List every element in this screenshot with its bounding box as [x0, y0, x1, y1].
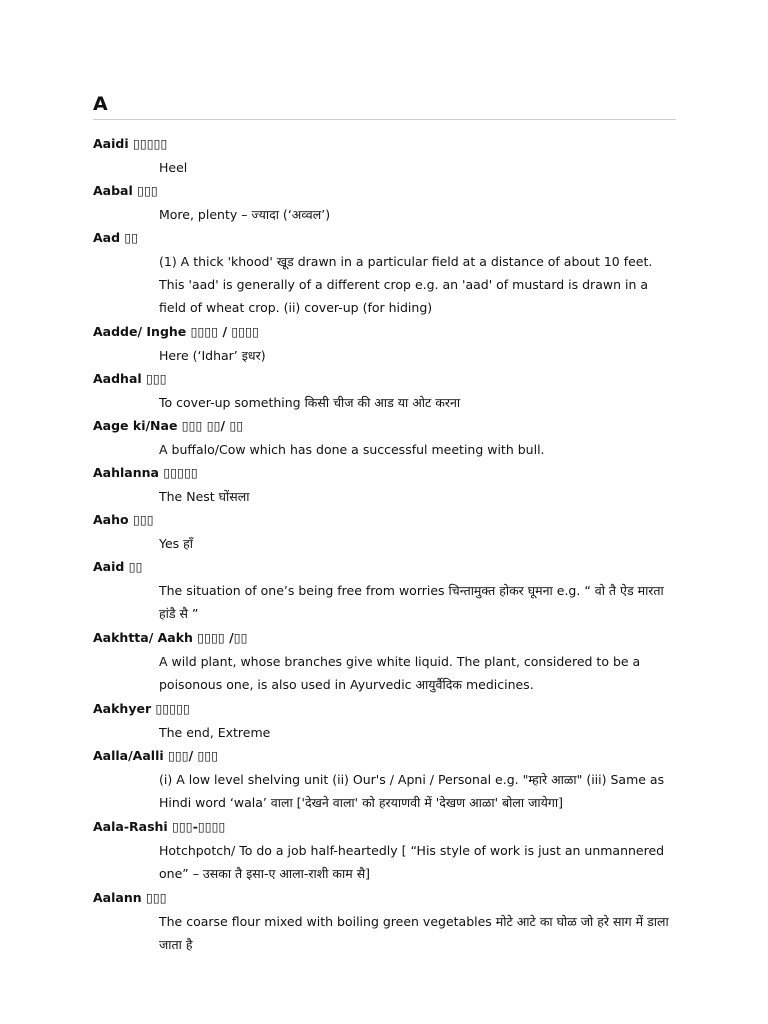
entry-term: Aadde/ Inghe ▯▯▯▯ / ▯▯▯▯ [93, 324, 259, 339]
entry-term: Aalann ▯▯▯ [93, 890, 167, 905]
entry-definition: The situation of one’s being free from worries चिन्तामुक्त होकर घूमना e.g. “ वो तै ऐड मारता हांडै सै ” [159, 583, 664, 621]
entry-term: Aaho ▯▯▯ [93, 512, 154, 527]
entry-definition: More, plenty – ज्यादा (‘अव्वल’) [159, 207, 331, 222]
entry-definition: The end, Extreme [159, 725, 271, 740]
entry-term: Aaidi ▯▯▯▯▯ [93, 136, 168, 151]
entry-definition: (1) A thick 'khood' खूड drawn in a particular field at a distance of about 10 feet. This 'aad' is generally of a different crop e.g. an 'aad' of mustard is drawn in a field of wheat crop. (ii) cover-up (for hiding) [159, 254, 653, 315]
entry-definition: The coarse flour mixed with boiling green vegetables मोटे आटे का घोळ जो हरे साग में डाला जाता है [159, 914, 669, 952]
entry-definition: Yes हाँ [159, 536, 194, 551]
entry-term: Aadhal ▯▯▯ [93, 371, 167, 386]
section-heading: A [93, 92, 676, 120]
entry-term: Aaid ▯▯ [93, 559, 143, 574]
entry-definition: To cover-up something किसी चीज की आड या ओट करना [159, 395, 461, 410]
entry-term: Aage ki/Nae ▯▯▯ ▯▯/ ▯▯ [93, 418, 244, 433]
glossary-page [93, 92, 676, 959]
entry-term: Aakhyer ▯▯▯▯▯ [93, 701, 190, 716]
entry-term: Aala-Rashi ▯▯▯-▯▯▯▯ [93, 819, 226, 834]
entry-definition: A buffalo/Cow which has done a successful meeting with bull. [159, 442, 545, 457]
entry-definition: Heel [159, 160, 188, 175]
entry-definition: A wild plant, whose branches give white liquid. The plant, considered to be a poisonous one, is also used in Ayurvedic आयुर्वैदिक medicines. [159, 654, 641, 692]
entry-term: Aahlanna ▯▯▯▯▯ [93, 465, 198, 480]
entry-term: Aad ▯▯ [93, 230, 139, 245]
entry-term: Aalla/Aalli ▯▯▯/ ▯▯▯ [93, 748, 219, 763]
entry-definition: (i) A low level shelving unit (ii) Our's / Apni / Personal e.g. "म्हारे आळा" (iii) Same as Hindi word ‘wala’ वाला ['देखने वाला' को हरयाणवी में 'देखण आळा' बोला जायेगा] [159, 772, 665, 810]
entry-term: Aakhtta/ Aakh ▯▯▯▯ /▯▯ [93, 630, 248, 645]
entry-definition: Here (‘Idhar’ इधर) [159, 348, 266, 363]
entry-list [93, 134, 676, 956]
entry-definition: Hotchpotch/ To do a job half-heartedly [ “His style of work is just an unmannered one” – उसका तै इसा-ए आला-राशी काम सै] [159, 843, 665, 881]
entry-term: Aabal ▯▯▯ [93, 183, 158, 198]
entry-definition: The Nest घोंसला [159, 489, 250, 504]
